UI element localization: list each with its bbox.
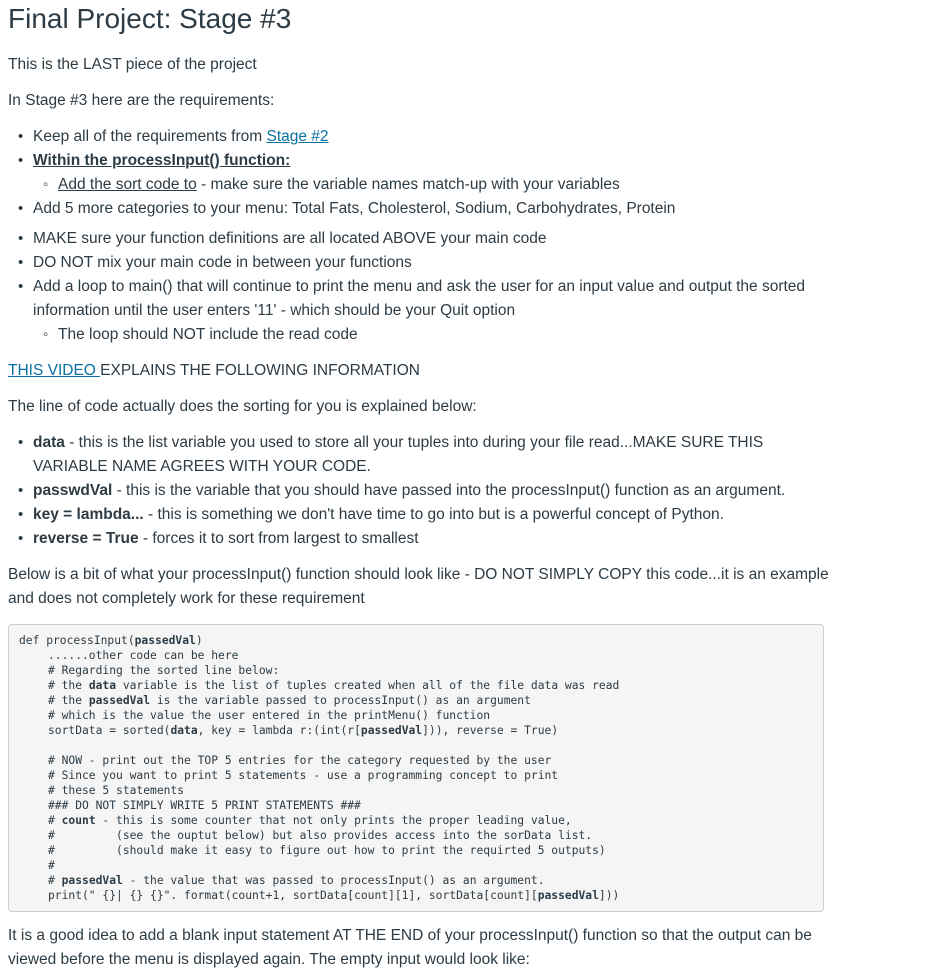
code-line: # the data variable is the list of tuples created when all of the file data was read [48,679,620,692]
list-item: • key = lambda... - this is something we don't have time to go into but is a powerful concept of Python. [33,503,788,527]
code-block [8,624,824,912]
code-line: # the passedVal is the variable passed to processInput() as an argument [48,694,531,707]
code-line: ### DO NOT SIMPLY WRITE 5 PRINT STATEMENTS ### [48,799,361,812]
list-item: ◦ Add the sort code to - make sure the variable names match-up with your variables [58,173,918,197]
code-line: # (should make it easy to figure out how to print the requirted 5 outputs) [48,844,606,857]
code-line: # Regarding the sorted line below: [48,664,280,677]
list-item: • DO NOT mix your main code in between your functions [33,251,918,275]
video-link[interactable]: THIS VIDEO [8,362,101,379]
stage2-link[interactable]: Stage #2 [266,128,329,145]
code-line: def processInput(passedVal) [19,634,203,647]
code-line: # NOW - print out the TOP 5 entries for the category requested by the user [48,754,552,767]
process-input-link[interactable]: Within the processInput() function: [33,152,291,169]
requirements-intro: In Stage #3 here are the requirements: [8,92,275,109]
list-item: • MAKE sure your function definitions are all located ABOVE your main code [33,227,918,251]
sub-list [33,323,858,347]
code-line: # passedVal - the value that was passed to processInput() as an argument. [48,874,545,887]
list-item: ◦ The loop should NOT include the read code [58,323,858,347]
list-item: • passwdVal - this is the variable that you should have passed into the processInput() function as an argument. [33,479,788,503]
list-item: • Keep all of the requirements from Stage #2 [33,125,918,149]
code-line: # (see the ouptut below) but also provides access into the sorData list. [48,829,593,842]
code-line: # [48,859,55,872]
code-line: # which is the value the user entered in the printMenu() function [48,709,491,722]
list-item: • Add a loop to main() that will continue to print the menu and ask the user for an input value and output the sorted information until the user enters '11' - which should be your Quit option ◦ The loop should NOT include the read code [33,275,918,347]
list-item: • data - this is the list variable you used to store all your tuples into during your file read...MAKE SURE THIS VARIABLE NAME AGREES WITH YOUR CODE. [33,431,788,479]
intro-paragraph: This is the LAST piece of the project [8,56,257,73]
code-line: # these 5 statements [48,784,185,797]
sort-intro: The line of code actually does the sorting for you is explained below: [8,398,477,415]
explanation-list [8,431,918,551]
video-paragraph: THIS VIDEO EXPLAINS THE FOLLOWING INFORMATION [8,362,420,379]
requirements-list [8,125,918,221]
requirements-list-2 [8,227,918,347]
sort-code-link[interactable]: Add the sort code to [58,176,197,193]
code-blank-line [19,738,813,753]
list-item: • reverse = True - forces it to sort from largest to smallest [33,527,788,551]
outro-paragraph: It is a good idea to add a blank input statement AT THE END of your processInput() function so that the output can be viewed before the menu is displayed again. The empty input would look like: [8,927,812,968]
page-title: Final Project: Stage #3 [8,3,292,34]
code-line: print(" {}| {} {}". format(count+1, sortData[count][1], sortData[count][passedVal])) [48,889,620,902]
code-line: sortData = sorted(data, key = lambda r:(int(r[passedVal])), reverse = True) [48,724,559,737]
list-item [33,149,918,197]
code-line: # count - this is some counter that not only prints the proper leading value, [48,814,572,827]
sub-list [33,173,918,197]
list-item: • Add 5 more categories to your menu: Total Fats, Cholesterol, Sodium, Carbohydrates, Protein [33,197,918,221]
code-line: # Since you want to print 5 statements - use a programming concept to print [48,769,559,782]
code-line: ......other code can be here [48,649,239,662]
example-intro: Below is a bit of what your processInput() function should look like - DO NOT SIMPLY COPY this code...it is an example and does not completely work for these requirement [8,566,829,607]
